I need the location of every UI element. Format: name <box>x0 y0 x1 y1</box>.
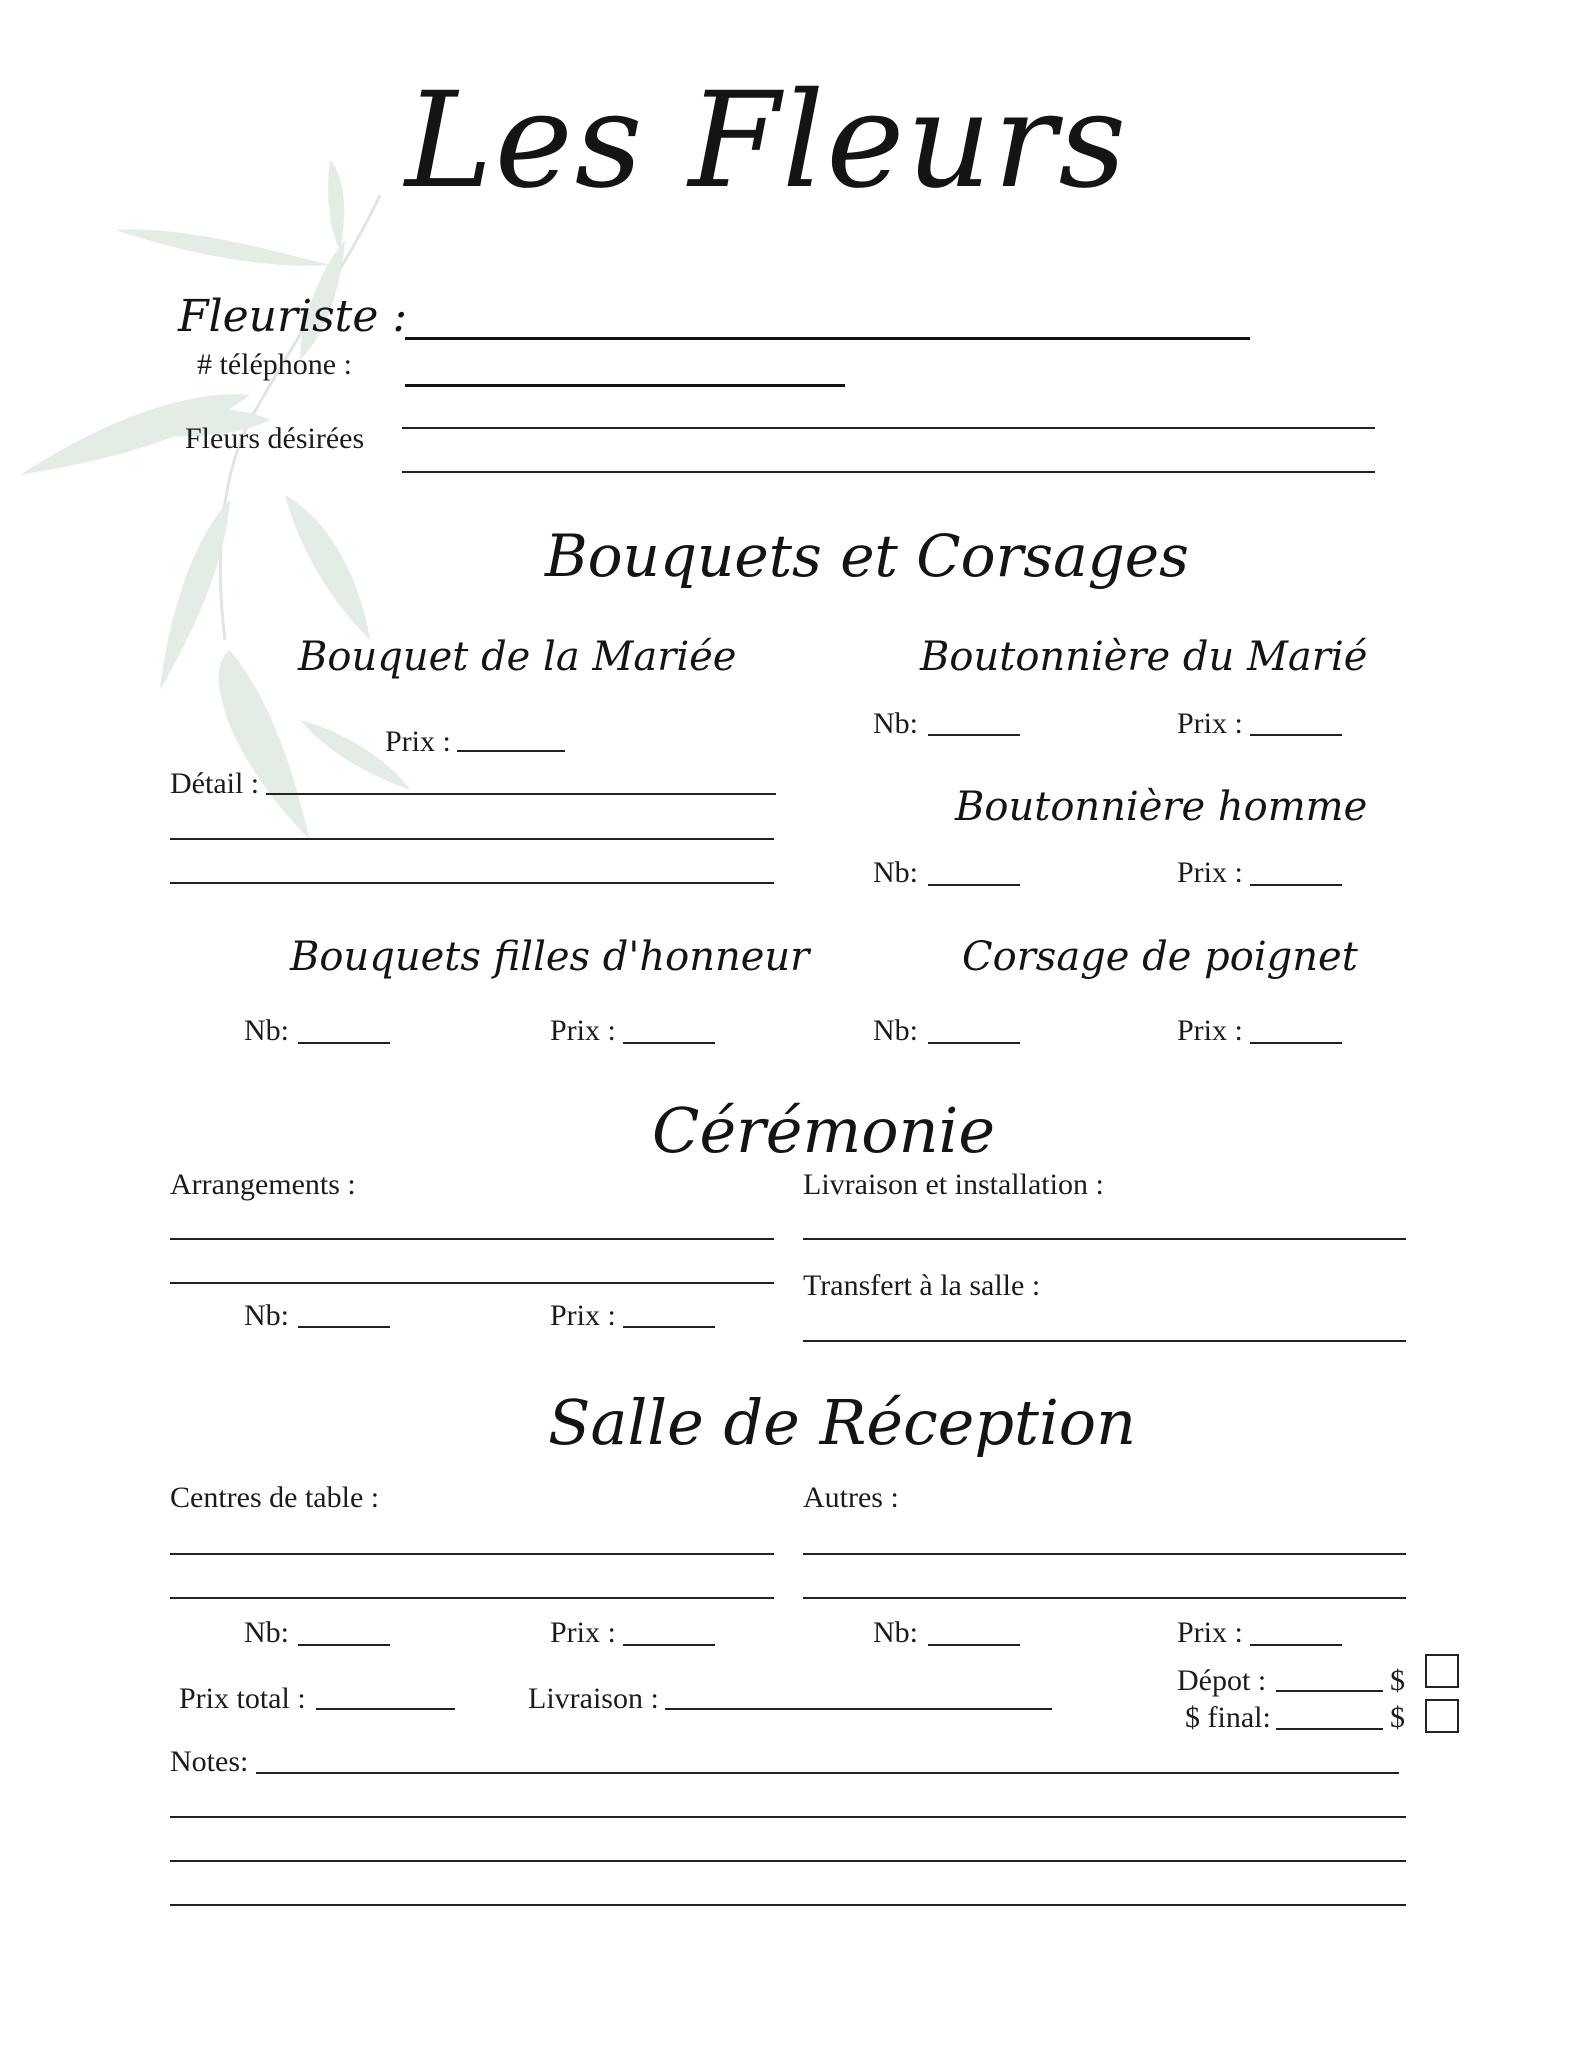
reception-right-nb-line[interactable] <box>928 1644 1020 1646</box>
autres-line-2[interactable] <box>803 1597 1406 1599</box>
marie-nb-line[interactable] <box>928 734 1020 736</box>
poignet-prix-line[interactable] <box>1250 1042 1342 1044</box>
reception-heading: Salle de Réception <box>548 1386 1137 1459</box>
filles-nb-line[interactable] <box>298 1042 390 1044</box>
detail-line-1[interactable] <box>266 793 776 795</box>
livraison-installation-line[interactable] <box>803 1238 1406 1240</box>
homme-nb-label: Nb: <box>873 856 918 889</box>
prix-total-label: Prix total : <box>179 1682 306 1715</box>
prix-total-line[interactable] <box>316 1708 455 1710</box>
depot-label: Dépot : <box>1177 1664 1267 1697</box>
notes-label: Notes: <box>170 1745 249 1778</box>
mariee-prix-label: Prix : <box>385 725 451 758</box>
notes-line-1[interactable] <box>256 1772 1399 1774</box>
arrangements-label: Arrangements : <box>170 1168 356 1201</box>
fleurs-line-2[interactable] <box>402 471 1375 473</box>
poignet-nb-label: Nb: <box>873 1014 918 1047</box>
homme-prix-line[interactable] <box>1250 884 1342 886</box>
ceremonie-heading: Cérémonie <box>652 1094 996 1167</box>
marie-prix-line[interactable] <box>1250 734 1342 736</box>
homme-prix-label: Prix : <box>1177 856 1243 889</box>
final-checkbox[interactable] <box>1425 1699 1459 1733</box>
final-line[interactable] <box>1276 1728 1383 1730</box>
transfert-line[interactable] <box>803 1340 1406 1342</box>
centres-line-1[interactable] <box>170 1553 774 1555</box>
reception-left-prix-label: Prix : <box>550 1616 616 1649</box>
notes-line-3[interactable] <box>170 1860 1406 1862</box>
marie-heading: Boutonnière du Marié <box>920 634 1368 680</box>
autres-line-1[interactable] <box>803 1553 1406 1555</box>
filles-prix-label: Prix : <box>550 1014 616 1047</box>
livraison-label: Livraison : <box>528 1682 659 1715</box>
filles-nb-label: Nb: <box>244 1014 289 1047</box>
fleurs-label: Fleurs désirées <box>185 422 365 455</box>
filles-prix-line[interactable] <box>623 1042 715 1044</box>
notes-line-2[interactable] <box>170 1816 1406 1818</box>
centres-line-2[interactable] <box>170 1597 774 1599</box>
reception-right-prix-line[interactable] <box>1250 1644 1342 1646</box>
depot-checkbox[interactable] <box>1425 1654 1459 1688</box>
ceremonie-nb-line[interactable] <box>298 1326 390 1328</box>
poignet-nb-line[interactable] <box>928 1042 1020 1044</box>
bouquets-heading: Bouquets et Corsages <box>545 522 1189 590</box>
arrangements-line-2[interactable] <box>170 1282 774 1284</box>
reception-left-prix-line[interactable] <box>623 1644 715 1646</box>
filles-heading: Bouquets filles d'honneur <box>290 934 810 980</box>
depot-line[interactable] <box>1276 1690 1383 1692</box>
ceremonie-prix-label: Prix : <box>550 1299 616 1332</box>
homme-nb-line[interactable] <box>928 884 1020 886</box>
reception-right-prix-label: Prix : <box>1177 1616 1243 1649</box>
marie-nb-label: Nb: <box>873 707 918 740</box>
reception-left-nb-line[interactable] <box>298 1644 390 1646</box>
detail-line-3[interactable] <box>170 882 774 884</box>
transfert-label: Transfert à la salle : <box>803 1269 1041 1302</box>
reception-right-nb-label: Nb: <box>873 1616 918 1649</box>
poignet-heading: Corsage de poignet <box>962 934 1358 980</box>
fleuriste-line[interactable] <box>405 337 1250 340</box>
detail-label: Détail : <box>170 767 260 800</box>
mariee-prix-line[interactable] <box>457 750 565 752</box>
livraison-line[interactable] <box>665 1708 1052 1710</box>
final-label: $ final: <box>1185 1701 1271 1734</box>
ceremonie-nb-label: Nb: <box>244 1299 289 1332</box>
livraison-installation-label: Livraison et installation : <box>803 1168 1104 1201</box>
detail-line-2[interactable] <box>170 838 774 840</box>
fleurs-line-1[interactable] <box>402 427 1375 429</box>
notes-line-4[interactable] <box>170 1904 1406 1906</box>
homme-heading: Boutonnière homme <box>955 784 1368 830</box>
mariee-heading: Bouquet de la Mariée <box>298 634 737 680</box>
fleuriste-label: Fleuriste : <box>178 291 408 342</box>
final-currency: $ <box>1390 1701 1405 1734</box>
telephone-line[interactable] <box>405 384 845 387</box>
marie-prix-label: Prix : <box>1177 707 1243 740</box>
page-title: Les Fleurs <box>405 64 1129 218</box>
poignet-prix-label: Prix : <box>1177 1014 1243 1047</box>
reception-left-nb-label: Nb: <box>244 1616 289 1649</box>
arrangements-line-1[interactable] <box>170 1238 774 1240</box>
ceremonie-prix-line[interactable] <box>623 1326 715 1328</box>
telephone-label: # téléphone : <box>197 348 352 381</box>
centres-label: Centres de table : <box>170 1481 380 1514</box>
depot-currency: $ <box>1390 1664 1405 1697</box>
autres-label: Autres : <box>803 1481 899 1514</box>
